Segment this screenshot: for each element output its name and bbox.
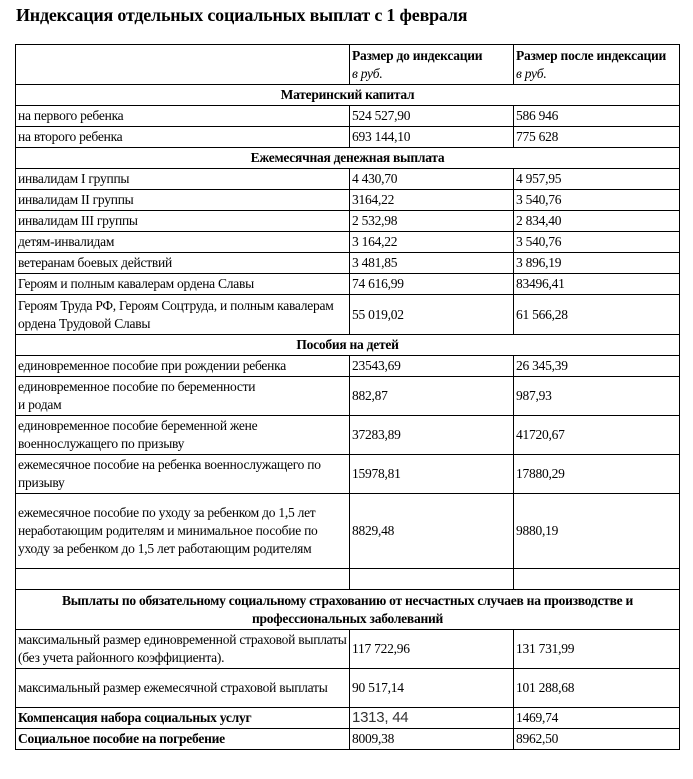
row-label: инвалидам I группы: [16, 169, 350, 190]
table-row: [16, 295, 680, 335]
row-label: максимальный размер ежемесячной страховой выплаты: [16, 669, 350, 708]
row-label: на первого ребенка: [16, 106, 350, 127]
value-after: 3 540,76: [514, 190, 680, 211]
row-label: на второго ребенка: [16, 127, 350, 148]
value-after: 9880,19: [514, 494, 680, 569]
value-before: 74 616,99: [350, 274, 514, 295]
value-after: 1469,74: [514, 708, 680, 729]
section-row-social-insurance: [16, 590, 680, 630]
page-title: Индексация отдельных социальных выплат с 1 февраля: [16, 5, 468, 25]
row-label: [16, 377, 350, 416]
table-row: [16, 630, 680, 669]
value-before: 23543,69: [350, 356, 514, 377]
value-before: 55 019,02: [350, 295, 514, 335]
value-after: 586 946: [514, 106, 680, 127]
header-after-indexation: [514, 45, 680, 85]
table-row: [16, 253, 680, 274]
value-before: 882,87: [350, 377, 514, 416]
row-label: детям-инвалидам: [16, 232, 350, 253]
section-row-child-benefits: [16, 335, 680, 356]
row-label: Компенсация набора социальных услуг: [16, 708, 350, 729]
row-label: ежемесячное пособие на ребенка военнослужащего по призыву: [16, 455, 350, 494]
value-after: 61 566,28: [514, 295, 680, 335]
section-title: Выплаты по обязательному социальному страхованию от несчастных случаев на производстве и профессиональных заболеваний: [16, 590, 680, 630]
table-row: [16, 211, 680, 232]
table-row: [16, 377, 680, 416]
value-before: 4 430,70: [350, 169, 514, 190]
value-after: 4 957,95: [514, 169, 680, 190]
section-title: Пособия на детей: [16, 335, 680, 356]
header-before-label: Размер до индексации: [352, 47, 483, 63]
table-header-row: [16, 45, 680, 85]
row-label: [16, 569, 350, 590]
value-before: 8009,38: [350, 729, 514, 750]
table-row: [16, 169, 680, 190]
value-after: 2 834,40: [514, 211, 680, 232]
value-after: 8962,50: [514, 729, 680, 750]
table-row: [16, 494, 680, 569]
value-before: 3164,22: [350, 190, 514, 211]
header-after-unit: в руб.: [516, 65, 547, 81]
value-after: 131 731,99: [514, 630, 680, 669]
value-after: 26 345,39: [514, 356, 680, 377]
row-label-line1: единовременное пособие по беременности: [18, 379, 256, 394]
value-before: 117 722,96: [350, 630, 514, 669]
table-row-funeral-allowance: [16, 729, 680, 750]
value-before: 524 527,90: [350, 106, 514, 127]
row-label: единовременное пособие беременной жене военнослужащего по призыву: [16, 416, 350, 455]
value-before: 8829,48: [350, 494, 514, 569]
row-label: инвалидам II группы: [16, 190, 350, 211]
row-label: Социальное пособие на погребение: [16, 729, 350, 750]
value-before: 693 144,10: [350, 127, 514, 148]
section-row-monthly-payment: [16, 148, 680, 169]
row-label-line2: и родам: [18, 397, 62, 412]
value-after: 83496,41: [514, 274, 680, 295]
table-row: [16, 356, 680, 377]
table-row: [16, 190, 680, 211]
value-before: 3 164,22: [350, 232, 514, 253]
row-label: Героям Труда РФ, Героям Соцтруда, и полным кавалерам ордена Трудовой Славы: [16, 295, 350, 335]
table-row: [16, 232, 680, 253]
value-after: 775 628: [514, 127, 680, 148]
table-row: [16, 127, 680, 148]
section-title: Ежемесячная денежная выплата: [16, 148, 680, 169]
header-empty-cell: [16, 45, 350, 85]
value-before: 3 481,85: [350, 253, 514, 274]
table-row: [16, 455, 680, 494]
value-before: 37283,89: [350, 416, 514, 455]
section-row-maternity-capital: [16, 85, 680, 106]
table-row: [16, 416, 680, 455]
value-after: 101 288,68: [514, 669, 680, 708]
value-after: 987,93: [514, 377, 680, 416]
row-label: ветеранам боевых действий: [16, 253, 350, 274]
value-before: 90 517,14: [350, 669, 514, 708]
header-after-label: Размер после индексации: [516, 47, 667, 63]
empty-table-row: [16, 569, 680, 590]
value-before: 1313, 44: [350, 708, 514, 729]
indexation-table: [15, 44, 680, 750]
table-row: [16, 669, 680, 708]
value-before: [350, 569, 514, 590]
value-after: 3 896,19: [514, 253, 680, 274]
value-after: [514, 569, 680, 590]
table-row-social-services-compensation: [16, 708, 680, 729]
header-before-indexation: [350, 45, 514, 85]
value-before: 2 532,98: [350, 211, 514, 232]
row-label: Героям и полным кавалерам ордена Славы: [16, 274, 350, 295]
row-label: инвалидам III группы: [16, 211, 350, 232]
table-row: [16, 274, 680, 295]
row-label: ежемесячное пособие по уходу за ребенком до 1,5 лет неработающим родителям и минимальное пособие по уходу за ребенком до 1,5 лет работающим родителям: [16, 494, 350, 569]
value-after: 41720,67: [514, 416, 680, 455]
value-after: 17880,29: [514, 455, 680, 494]
row-label: максимальный размер единовременной страховой выплаты (без учета районного коэффициента).: [16, 630, 350, 669]
header-before-unit: в руб.: [352, 65, 383, 81]
table-row: [16, 106, 680, 127]
value-before: 15978,81: [350, 455, 514, 494]
section-title: Материнский капитал: [16, 85, 680, 106]
row-label: единовременное пособие при рождении ребенка: [16, 356, 350, 377]
value-after: 3 540,76: [514, 232, 680, 253]
